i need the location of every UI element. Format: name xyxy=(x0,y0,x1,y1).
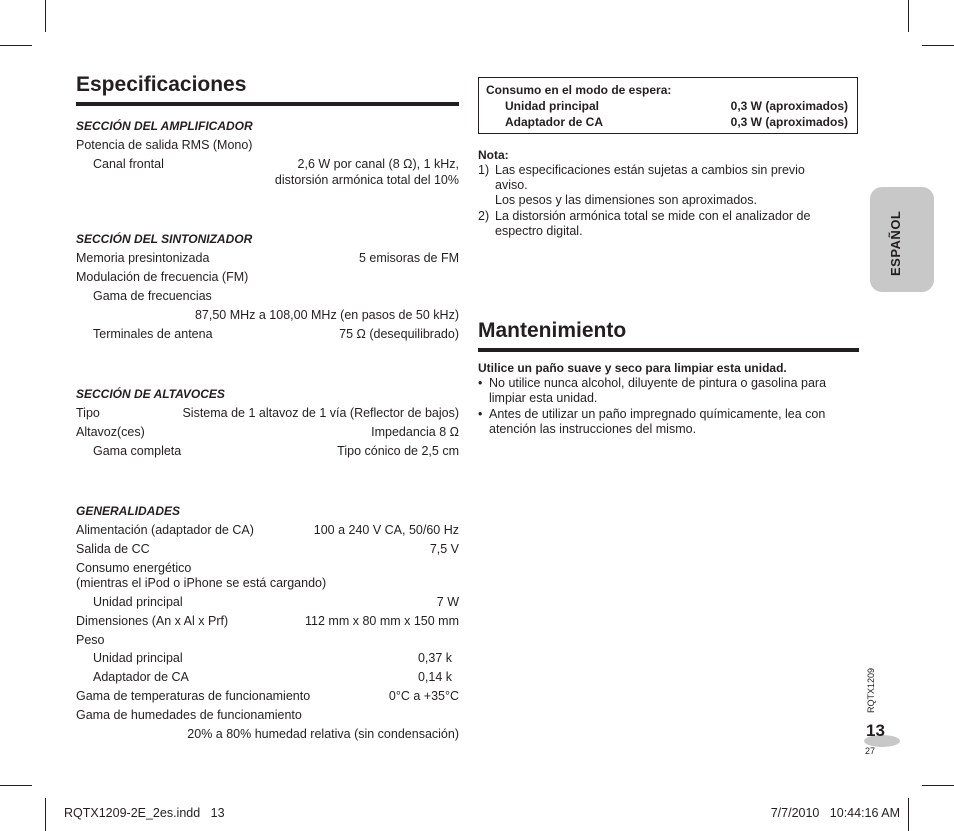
spec-row xyxy=(76,406,459,422)
spec-value: 75 Ω (desequilibrado) xyxy=(339,327,459,341)
crop-mark xyxy=(0,45,32,46)
crop-mark xyxy=(45,0,46,32)
footer-date: 7/7/2010 10:44:16 AM xyxy=(770,806,900,820)
standby-main-value: 0,3 W (aproximados) xyxy=(730,99,848,113)
spec-label: Unidad principal xyxy=(93,595,183,609)
standby-heading: Consumo en el modo de espera: xyxy=(486,83,672,97)
spec-value: Impedancia 8 Ω xyxy=(371,425,459,439)
spec-label: Peso xyxy=(76,633,105,647)
general-heading: GENERALIDADES xyxy=(76,504,181,518)
spec-value: 7,5 V xyxy=(429,542,459,556)
nota-text: La distorsión armónica total se mide con el analizador de xyxy=(495,209,811,223)
standby-main-label: Unidad principal xyxy=(505,99,600,113)
spec-label: Memoria presintonizada xyxy=(76,251,210,265)
spec-row xyxy=(76,444,459,460)
spec-label: Gama de temperaturas de funcionamiento xyxy=(76,689,311,703)
spec-label: Modulación de frecuencia (FM) xyxy=(76,270,249,284)
spec-value: 7 W xyxy=(436,595,459,609)
spec-row xyxy=(76,708,459,724)
spec-label: Altavoz(ces) xyxy=(76,425,145,439)
maintenance-title: Mantenimiento xyxy=(478,319,627,342)
spec-row xyxy=(76,173,459,189)
spec-value: 112 mm x 80 mm x 150 mm xyxy=(305,614,459,628)
crop-mark xyxy=(45,798,46,831)
spec-row xyxy=(76,523,459,539)
spec-value: 100 a 240 V CA, 50/60 Hz xyxy=(313,523,459,537)
crop-mark xyxy=(922,785,954,786)
maintenance-text: atención las instrucciones del mismo. xyxy=(489,422,697,436)
standby-box xyxy=(478,77,858,134)
crop-mark xyxy=(922,45,954,46)
maintenance-text: No utilice nunca alcohol, diluyente de pintura o gasolina para xyxy=(489,376,827,390)
tuner-heading: SECCIÓN DEL SINTONIZADOR xyxy=(76,232,253,246)
spec-row xyxy=(76,327,459,343)
crop-mark xyxy=(908,798,909,831)
page-number: 13 xyxy=(866,721,885,740)
footer-file: RQTX1209-2E_2es.indd 13 xyxy=(64,806,225,820)
spec-label: Dimensiones (An x Al x Prf) xyxy=(76,614,229,628)
spec-row xyxy=(76,425,459,441)
maintenance-text: limpiar esta unidad. xyxy=(489,391,598,405)
nota-text: Los pesos y las dimensiones son aproximados. xyxy=(495,193,757,207)
language-tab-label: ESPAÑOL xyxy=(888,210,903,276)
standby-adapter-value: 0,3 W (aproximados) xyxy=(730,115,848,129)
spec-row xyxy=(76,651,459,667)
spec-value: 0,14 k xyxy=(417,670,452,684)
spec-label: Gama completa xyxy=(93,444,182,458)
amp-heading: SECCIÓN DEL AMPLIFICADOR xyxy=(76,119,253,133)
crop-mark xyxy=(908,0,909,32)
bullet: • xyxy=(478,407,483,421)
spec-value: 20% a 80% humedad relativa (sin condensación) xyxy=(187,727,459,741)
spec-label: (mientras el iPod o iPhone se está cargando) xyxy=(76,576,327,590)
standby-adapter-label: Adaptador de CA xyxy=(505,115,604,129)
spec-row xyxy=(76,308,459,324)
spec-row xyxy=(76,542,459,558)
nota-number: 2) xyxy=(478,209,490,223)
maintenance-text: Antes de utilizar un paño impregnado químicamente, lea con xyxy=(489,407,826,421)
spec-row xyxy=(76,614,459,630)
spec-row xyxy=(76,633,459,649)
spec-row xyxy=(76,138,459,154)
spec-row xyxy=(76,689,459,705)
nota-text: aviso. xyxy=(495,178,528,192)
title-rule xyxy=(76,102,459,106)
spec-value: Sistema de 1 altavoz de 1 vía (Reflector de bajos) xyxy=(182,406,459,420)
nota-number: 1) xyxy=(478,163,490,177)
spec-row xyxy=(76,576,459,592)
bullet: • xyxy=(478,376,483,390)
spec-label: Adaptador de CA xyxy=(93,670,189,684)
spec-row xyxy=(76,270,459,286)
nota-text: espectro digital. xyxy=(495,224,583,238)
nota-text: Las especificaciones están sujetas a cambios sin previo xyxy=(495,163,805,177)
maintenance-rule xyxy=(478,348,859,352)
crop-mark xyxy=(0,785,32,786)
spec-row xyxy=(76,251,459,267)
maintenance-lead: Utilice un paño suave y seco para limpiar esta unidad. xyxy=(478,361,787,375)
spec-row xyxy=(76,157,459,173)
document-code: RQTX1209 xyxy=(866,667,876,713)
spec-value: distorsión armónica total del 10% xyxy=(274,173,459,187)
spec-label: Salida de CC xyxy=(76,542,150,556)
spec-label: Tipo xyxy=(76,406,100,420)
spec-row xyxy=(76,561,459,577)
spec-value: 2,6 W por canal (8 Ω), 1 kHz, xyxy=(297,157,459,171)
spec-row xyxy=(76,670,459,686)
spec-label: Potencia de salida RMS (Mono) xyxy=(76,138,253,152)
spec-label: Gama de humedades de funcionamiento xyxy=(76,708,302,722)
speakers-heading: SECCIÓN DE ALTAVOCES xyxy=(76,387,225,401)
spec-value: 0°C a +35°C xyxy=(388,689,459,703)
spec-label: Unidad principal xyxy=(93,651,183,665)
spec-value: 87,50 MHz a 108,00 MHz (en pasos de 50 kHz) xyxy=(194,308,459,322)
spec-label: Consumo energético xyxy=(76,561,192,575)
spec-label: Terminales de antena xyxy=(93,327,213,341)
page-number-small: 27 xyxy=(865,746,876,756)
spec-row xyxy=(76,289,459,305)
spec-row xyxy=(76,727,459,743)
spec-label: Alimentación (adaptador de CA) xyxy=(76,523,254,537)
spec-value: 5 emisoras de FM xyxy=(358,251,459,265)
nota-heading: Nota: xyxy=(478,148,509,162)
spec-row xyxy=(76,595,459,611)
spec-label: Canal frontal xyxy=(93,157,164,171)
spec-value: Tipo cónico de 2,5 cm xyxy=(337,444,459,458)
spec-label: Gama de frecuencias xyxy=(93,289,212,303)
spec-value: 0,37 k xyxy=(417,651,452,665)
page-title: Especificaciones xyxy=(76,73,247,96)
